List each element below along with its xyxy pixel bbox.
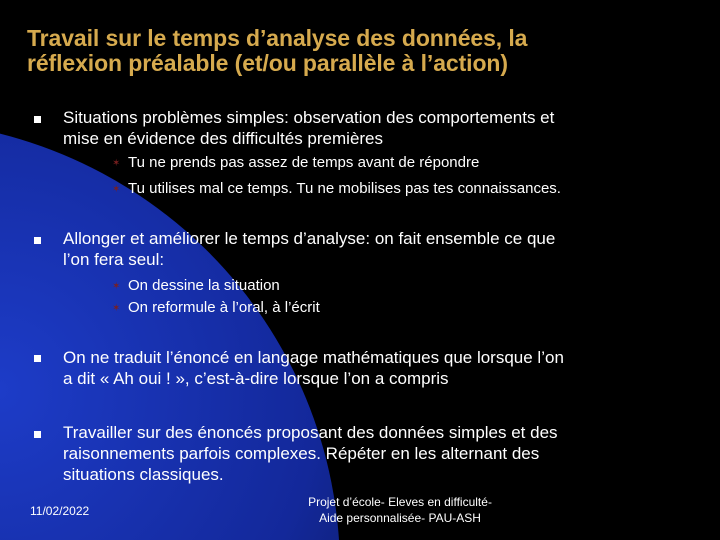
star-bullet-icon: ✶ (112, 184, 121, 195)
sub-list-item: On dessine la situation (128, 277, 280, 294)
list-item-line: Situations problèmes simples: observation des comportements et (63, 108, 555, 127)
list-item-line: On ne traduit l’énoncé en langage mathématiques que lorsque l’on (63, 348, 564, 367)
slide-footer (250, 494, 550, 526)
list-item-line: l’on fera seul: (63, 250, 165, 269)
footer-line: Projet d’école- Eleves en difficulté- (308, 495, 492, 509)
slide-date: 11/02/2022 (30, 504, 90, 518)
sub-list-item: On reformule à l’oral, à l’écrit (128, 299, 320, 316)
bullet-square-icon (34, 431, 41, 438)
bullet-square-icon (34, 237, 41, 244)
list-item-line: a dit « Ah oui ! », c’est-à-dire lorsque l’on a compris (63, 369, 449, 388)
sub-list-item: Tu ne prends pas assez de temps avant de répondre (128, 154, 480, 171)
list-item-line: Travailler sur des énoncés proposant des données simples et des (63, 423, 558, 442)
title-line: Travail sur le temps d’analyse des données, la (27, 25, 528, 51)
star-bullet-icon: ✶ (112, 281, 121, 292)
sub-list-item: Tu utilises mal ce temps. Tu ne mobilises pas tes connaissances. (128, 180, 561, 197)
list-item-line: mise en évidence des difficultés premières (63, 129, 384, 148)
bullet-square-icon (34, 355, 41, 362)
list-item (63, 347, 703, 389)
list-item-line: Allonger et améliorer le temps d’analyse: on fait ensemble ce que (63, 229, 556, 248)
slide-title (27, 26, 707, 76)
list-item-line: situations classiques. (63, 465, 224, 484)
footer-line: Aide personnalisée- PAU-ASH (319, 511, 481, 525)
bullet-square-icon (34, 116, 41, 123)
list-item (63, 422, 703, 485)
list-item-line: raisonnements parfois complexes. Répéter en les alternant des (63, 444, 540, 463)
list-item (63, 228, 703, 270)
title-line: réflexion préalable (et/ou parallèle à l’action) (27, 50, 508, 76)
star-bullet-icon: ✶ (112, 158, 121, 169)
star-bullet-icon: ✶ (112, 303, 121, 314)
list-item (63, 107, 703, 149)
